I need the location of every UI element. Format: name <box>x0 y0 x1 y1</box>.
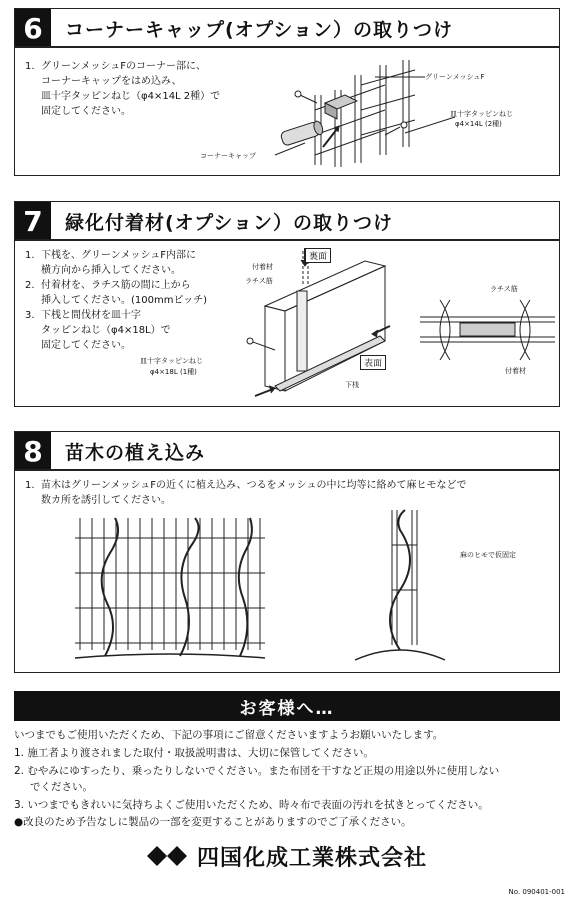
label-shitazan: 下桟 <box>345 381 359 389</box>
section-6-header <box>14 8 560 48</box>
section-8-step-1: 1. 苗木はグリーンメッシュFの近くに植え込み、つるをメッシュの中に均等に絡めて麻ヒモなどで 数カ所を誘引してください。 <box>25 480 467 506</box>
section-8-body <box>14 469 560 673</box>
twine-detail <box>350 510 445 665</box>
label-omote: 表面 <box>360 355 386 370</box>
label-fuchakuzai: 付着材 <box>252 263 273 271</box>
section-7-title: 緑化付着材(オプション）の取りつけ <box>65 211 393 234</box>
label-screw-7: 皿十字タッピンねじ <box>140 357 203 365</box>
rachisu-detail <box>420 295 555 365</box>
label-fuchakuzai-2: 付着材 <box>505 367 526 375</box>
notice-item-2-cont: でください。 <box>30 781 93 793</box>
label-mesh: グリーンメッシュF <box>425 73 485 81</box>
label-rachisu-2: ラチス筋 <box>490 285 518 293</box>
section-6-number: 6 <box>15 9 51 47</box>
label-rachisu: ラチス筋 <box>245 277 273 285</box>
section-7-body <box>14 239 560 407</box>
section-8-header <box>14 431 560 471</box>
label-twine: 麻のヒモで仮固定 <box>460 551 516 559</box>
section-6-title: コーナーキャップ(オプション）の取りつけ <box>65 18 453 41</box>
notice-item-3: 3. いつまでもきれいに気持ちよくご使用いただくため、時々布で表面の汚れを拭きとってください。 <box>14 799 489 811</box>
notice-heading: お客様へ… <box>14 691 560 721</box>
company-logo-icon <box>145 844 189 868</box>
notice-intro: いつまでもご使用いただくため、下記の事項にご留意くださいますようお願いいたします。 <box>14 729 444 741</box>
label-screw-spec: φ4×14L (2種) <box>455 120 502 128</box>
section-7-number: 7 <box>15 202 51 240</box>
section-6-body <box>14 46 560 176</box>
section-8-number: 8 <box>15 432 51 470</box>
notice-item-2: 2. むやみにゆすったり、乗ったりしないでください。また布団を干すなど正規の用途以外に使用しない <box>14 765 500 777</box>
section-7-header <box>14 201 560 241</box>
company-logo <box>145 840 427 872</box>
section-7-steps: 1. 下桟を、グリーンメッシュF内部に 横方向から挿入してください。 2. 付着材を、ラチス筋の間に上から 挿入してください。(100mmピッチ) 3. 下桟と間伐材を皿十字 タッピンねじ（φ4×18L）で 固定してください。 <box>25 250 207 351</box>
label-screw: 皿十字タッピンねじ <box>450 110 513 118</box>
document-number: No. 090401-001 <box>508 888 565 896</box>
label-cap: コーナーキャップ <box>200 152 256 160</box>
label-screw-spec-7: φ4×18L (1種) <box>150 368 197 376</box>
planting-illustration <box>75 518 265 663</box>
notice-item-1: 1. 施工者より渡されました取付・取扱説明書は、大切に保管してください。 <box>14 747 374 759</box>
section-6-step-1: 1. グリーンメッシュFのコーナー部に、 コーナーキャップをはめ込み、 皿十字タッピンねじ（φ4×14L 2種）で 固定してください。 <box>25 61 221 117</box>
company-name: 四国化成工業株式会社 <box>197 845 428 871</box>
notice-footnote: ●改良のため予告なしに製品の一部を変更することがありますのでご了承ください。 <box>14 816 412 828</box>
label-ura: 裏面 <box>305 248 331 263</box>
section-8-title: 苗木の植え込み <box>65 441 206 464</box>
